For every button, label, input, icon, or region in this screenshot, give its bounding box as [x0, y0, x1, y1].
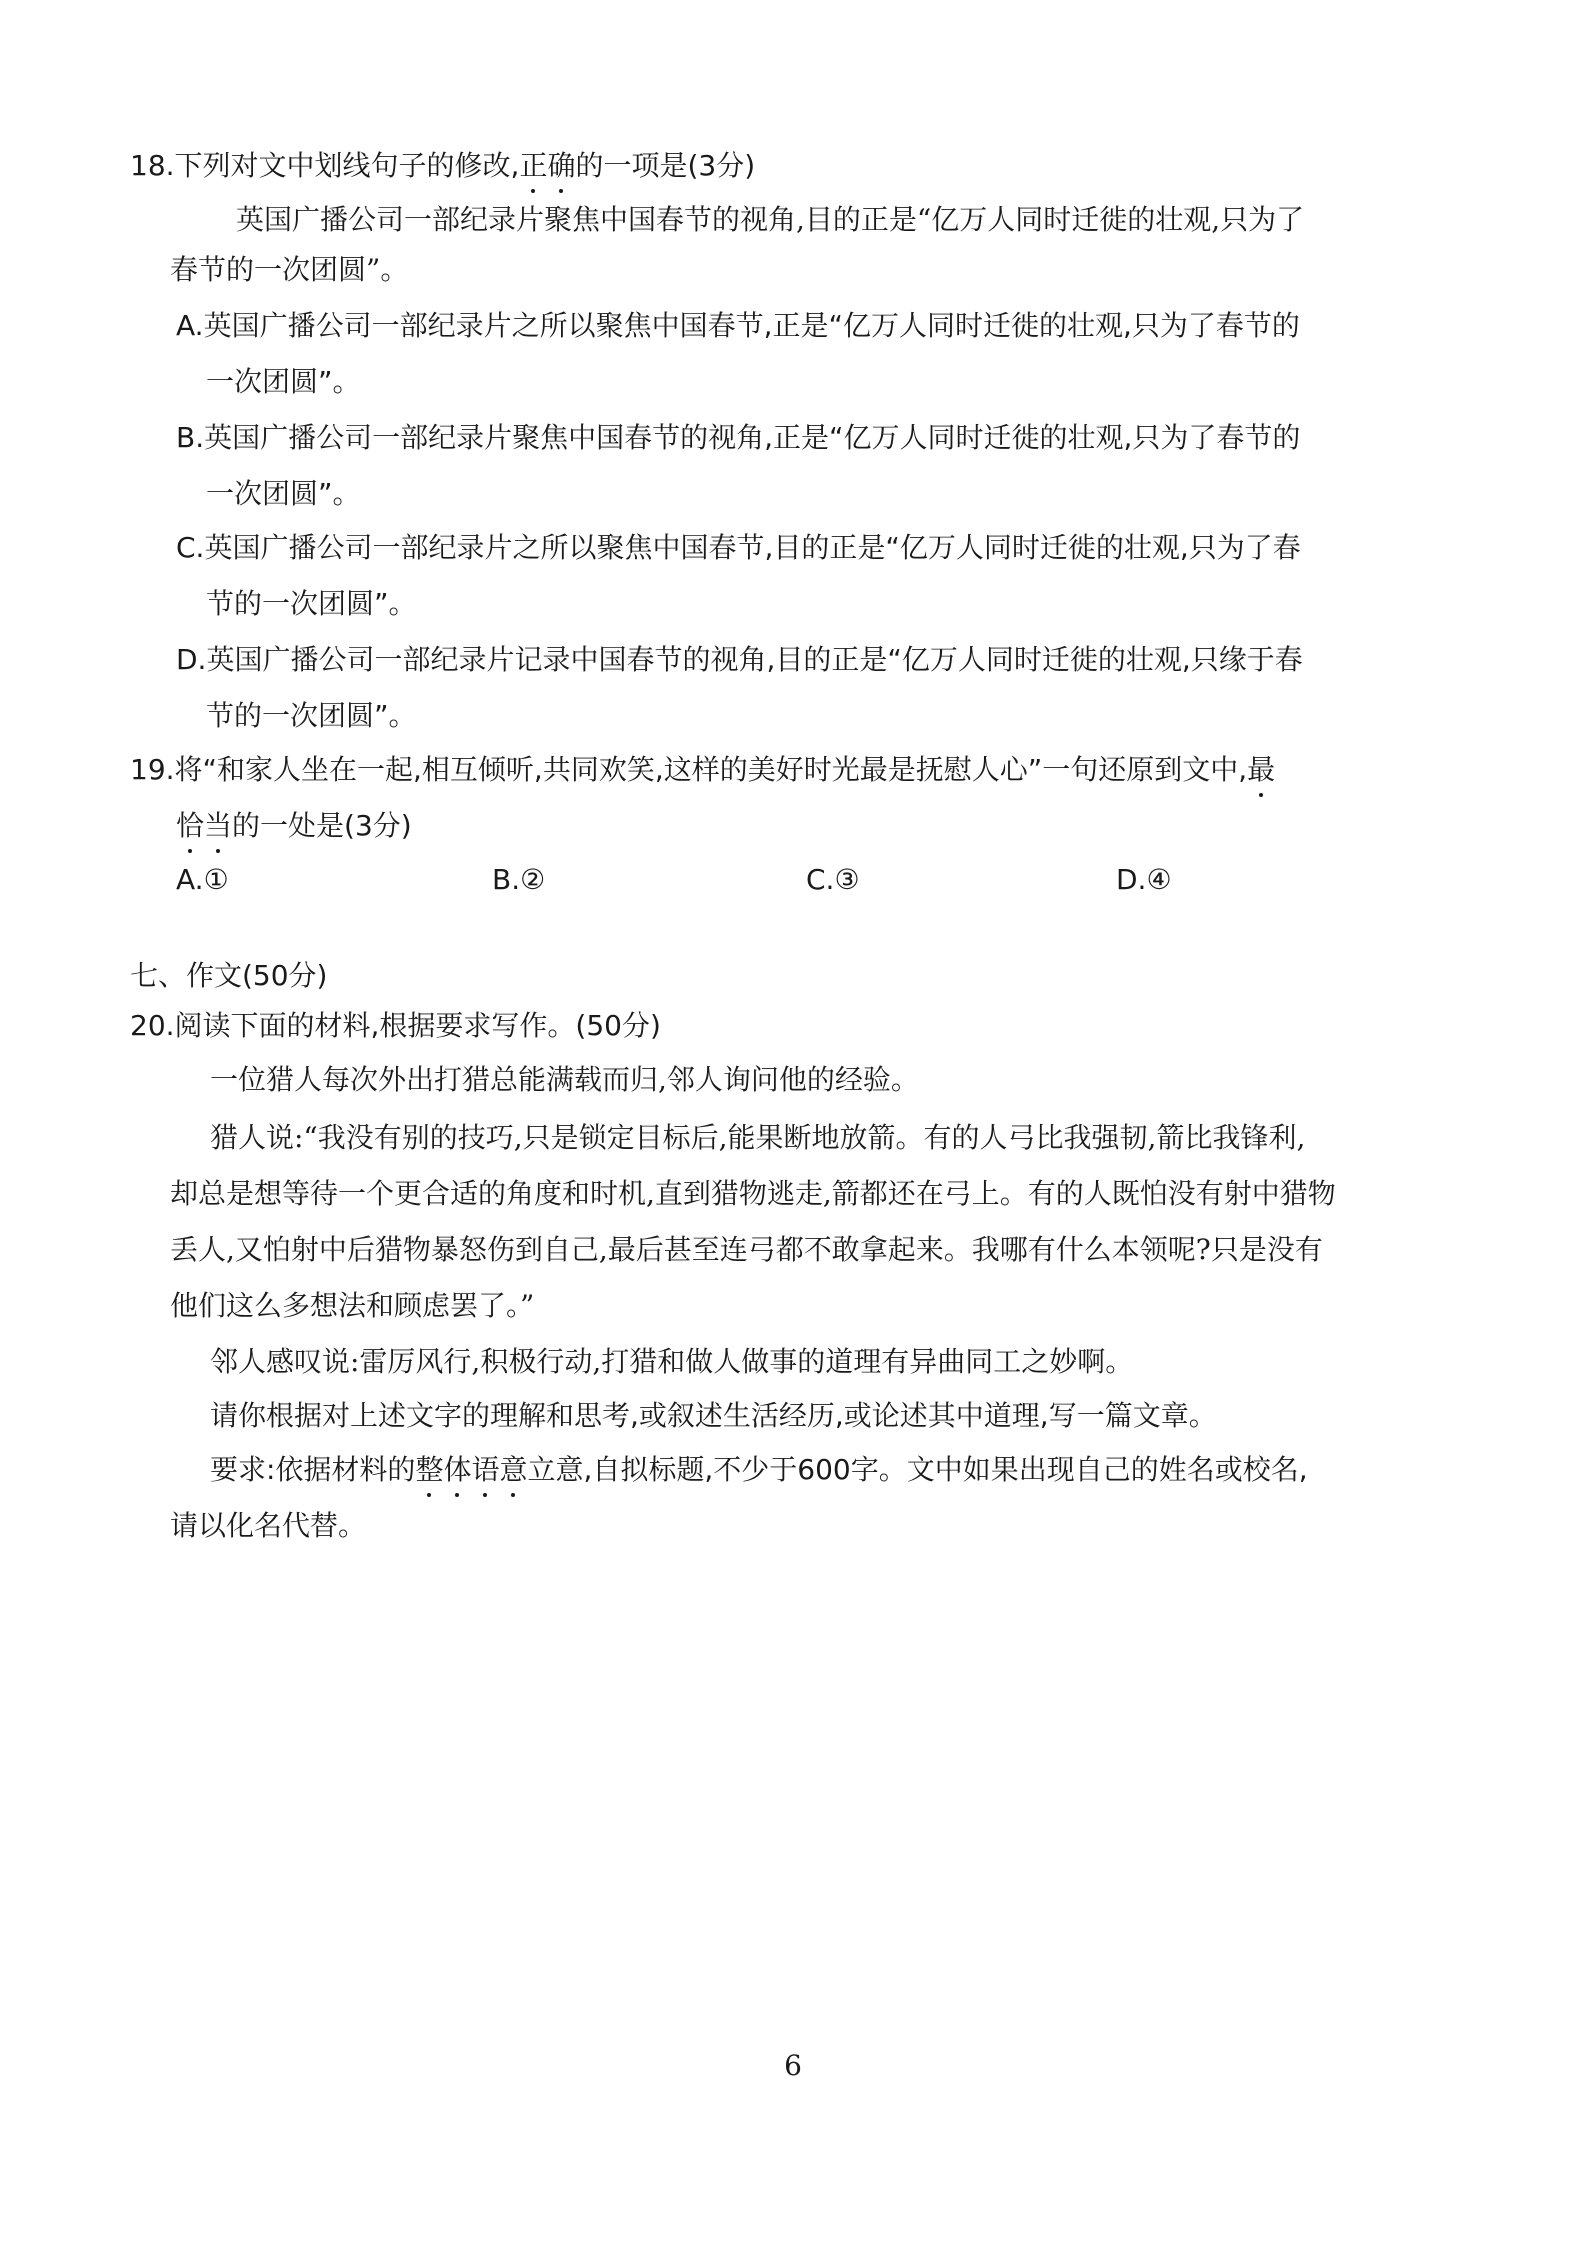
q19-stem-emphasis-1: 最 [1247, 750, 1275, 790]
q20-title: 20.阅读下面的材料,根据要求写作。(50分) [130, 1009, 661, 1042]
q19-stem-line2 [176, 806, 412, 846]
requirement-emphasis [415, 1453, 527, 1486]
emphasis-char: 整 [415, 1450, 443, 1490]
q18-sentence-line1: 英国广播公司一部纪录片聚焦中国春节的视角,目的正是“亿万人同时迁徙的壮观,只为了 [236, 203, 1305, 236]
section-heading: 七、作文(50分) [130, 959, 328, 992]
material-paragraph-3: 邻人感叹说:雷厉风行,积极行动,打猎和做人做事的道理有异曲同工之妙啊。 [210, 1345, 1134, 1378]
q18-option-c-line2: 节的一次团圆”。 [206, 587, 417, 620]
q18-option-d-line2: 节的一次团圆”。 [206, 699, 417, 732]
emphasis-char: 恰 [176, 806, 204, 846]
emphasis-char: 体 [443, 1450, 471, 1490]
material-paragraph-1: 一位猎人每次外出打猎总能满载而归,邻人询问他的经验。 [210, 1063, 919, 1096]
material-paragraph-2-line3: 丢人,又怕射中后猎物暴怒伤到自己,最后甚至连弓都不敢拿起来。我哪有什么本领呢?只是没有 [170, 1233, 1323, 1266]
q19-option-d: D.④ [1116, 863, 1172, 896]
q18-option-a-line2: 一次团圆”。 [206, 365, 361, 398]
q19-stem-line1 [130, 750, 1275, 790]
material-paragraph-2-line2: 却总是想等待一个更合适的角度和时机,直到猎物逃走,箭都还在弓上。有的人既怕没有射中猎物 [170, 1177, 1336, 1210]
requirement-part1: 要求:依据材料的 [210, 1453, 416, 1486]
task-instruction: 请你根据对上述文字的理解和思考,或叙述生活经历,或论述其中道理,写一篇文章。 [210, 1399, 1217, 1432]
q18-stem-part2: 的一项是(3分) [575, 149, 756, 182]
requirement-part2: 立意,自拟标题,不少于600字。文中如果出现自己的姓名或校名, [527, 1453, 1308, 1486]
q18-option-b-line2: 一次团圆”。 [206, 477, 361, 510]
emphasis-char: 语 [471, 1450, 499, 1490]
emphasis-char: 当 [204, 806, 232, 846]
q19-option-b: B.② [492, 863, 546, 896]
q19-stem-part1: 19.将“和家人坐在一起,相互倾听,共同欢笑,这样的美好时光最是抚慰人心”一句还原到文中, [130, 753, 1248, 786]
q19-option-c: C.③ [806, 863, 860, 896]
q18-sentence-line2: 春节的一次团圆”。 [170, 253, 409, 286]
q18-option-b-line1: B.英国广播公司一部纪录片聚焦中国春节的视角,正是“亿万人同时迁徙的壮观,只为了春节的 [176, 421, 1301, 454]
requirement-line2: 请以化名代替。 [170, 1509, 367, 1542]
q19-stem-emphasis-2 [176, 809, 232, 842]
q19-option-a: A.① [176, 863, 229, 896]
q18-stem-emphasis [519, 149, 575, 182]
page-number: 6 [784, 2049, 802, 2082]
requirement-line1 [210, 1450, 1308, 1490]
q18-stem-part1: 18.下列对文中划线句子的修改, [130, 149, 520, 182]
q18-stem [130, 146, 755, 186]
q19-stem-part2: 的一处是(3分) [232, 809, 412, 842]
q18-option-a-line1: A.英国广播公司一部纪录片之所以聚焦中国春节,正是“亿万人同时迁徙的壮观,只为了春节的 [176, 309, 1300, 342]
emphasis-char: 正 [519, 146, 547, 186]
emphasis-char: 确 [547, 146, 575, 186]
q18-option-c-line1: C.英国广播公司一部纪录片之所以聚焦中国春节,目的正是“亿万人同时迁徙的壮观,只为了春 [176, 531, 1301, 564]
material-paragraph-2-line1: 猎人说:“我没有别的技巧,只是锁定目标后,能果断地放箭。有的人弓比我强韧,箭比我锋利, [210, 1121, 1306, 1154]
emphasis-char: 意 [499, 1450, 527, 1490]
q18-option-d-line1: D.英国广播公司一部纪录片记录中国春节的视角,目的正是“亿万人同时迁徙的壮观,只缘于春 [176, 643, 1303, 676]
material-paragraph-2-line4: 他们这么多想法和顾虑罢了。” [170, 1289, 535, 1322]
